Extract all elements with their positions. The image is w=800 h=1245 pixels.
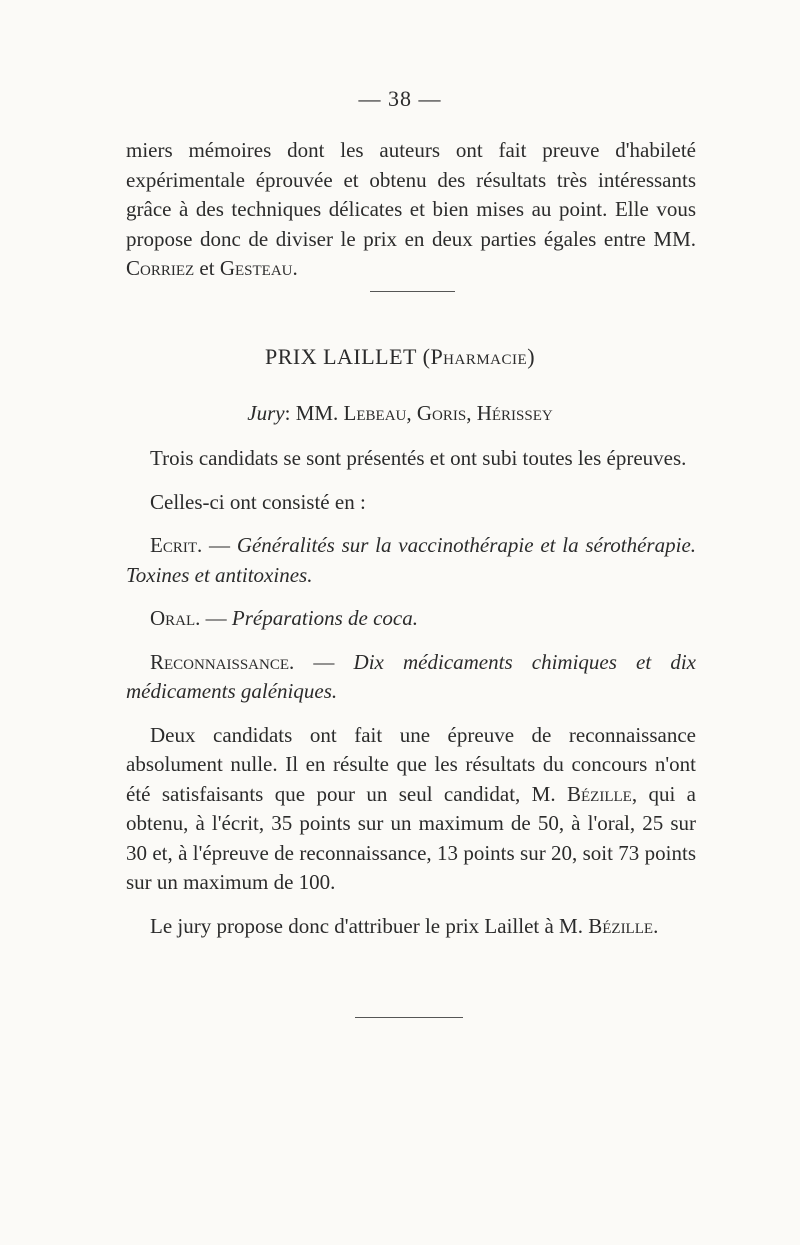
intro-mid: et (194, 256, 220, 280)
section-divider-bottom (355, 1017, 463, 1018)
paragraph-oral (126, 604, 696, 634)
oral-label: Oral. (150, 606, 201, 630)
jury-members: Lebeau, Goris, Hérissey (343, 401, 553, 425)
page-number: — 38 — (358, 86, 442, 111)
ecrit-text: Généralités sur la vaccinothérapie et la sérothérapie. Toxines et antitoxines. (126, 533, 697, 587)
intro-block (126, 136, 696, 298)
recon-text: Dix médicaments chimiques et dix médicaments galéniques. (126, 649, 696, 703)
paragraph-candidates: Trois candidats se sont présentés et ont subi toutes les épreuves. (150, 446, 687, 470)
name-gesteau: Gesteau (219, 256, 293, 280)
section-title (0, 344, 800, 370)
paragraph-ecrit (126, 531, 696, 590)
name-corriez: Corriez (126, 256, 195, 280)
section-divider-top (370, 291, 455, 292)
recon-dash: — (294, 649, 354, 674)
title-smallcaps: Pharmacie (430, 344, 528, 369)
intro-end: . (292, 256, 298, 280)
intro-paragraph (126, 136, 696, 284)
oral-text: Préparations de coca. (231, 606, 418, 630)
body-block (126, 444, 696, 955)
oral-dash: — (200, 606, 232, 630)
jury-label: Jury (247, 401, 285, 425)
title-end: ) (527, 344, 536, 369)
final-text-b: . (653, 913, 659, 938)
paragraph-reconnaissance (126, 648, 696, 707)
intro-text: miers mémoires dont les auteurs ont fait preuve d'habileté expérimentale éprouvée et obtenu des résultats très intéressants grâce à des techniques délicates et bien mises au point. Elle vous propose donc de diviser le prix en deux parties égales entre MM. (126, 138, 696, 251)
paragraph-final (126, 912, 696, 942)
title-main: PRIX LAILLET ( (264, 344, 431, 369)
ecrit-dash: — (202, 533, 237, 557)
result-text-a: Deux candidats ont fait une épreuve de reconnaissance absolument nulle. Il en résulte que les résultats du concours n'ont été satisfaisants que pour un seul candidat, M. (126, 722, 696, 806)
final-text-a: Le jury propose donc d'attribuer le prix Laillet à M. (150, 913, 589, 938)
recon-label: Reconnaissance. (150, 649, 295, 674)
ecrit-label: Ecrit. (150, 533, 203, 557)
jury-line (0, 401, 800, 426)
name-bezille-final: Bézille (588, 913, 654, 938)
result-text-b: , qui a obtenu, à l'écrit, 35 points sur un maximum de 50, à l'oral, 25 sur 30 et, à l'épreuve de reconnaissance, 13 points sur 20, soit 73 points sur un maximum de 100. (126, 781, 697, 894)
paragraph-result (126, 721, 696, 898)
paragraph-epreuves: Celles-ci ont consisté en : (150, 489, 366, 514)
jury-colon: : MM. (284, 401, 344, 425)
name-bezille: Bézille (567, 781, 632, 806)
